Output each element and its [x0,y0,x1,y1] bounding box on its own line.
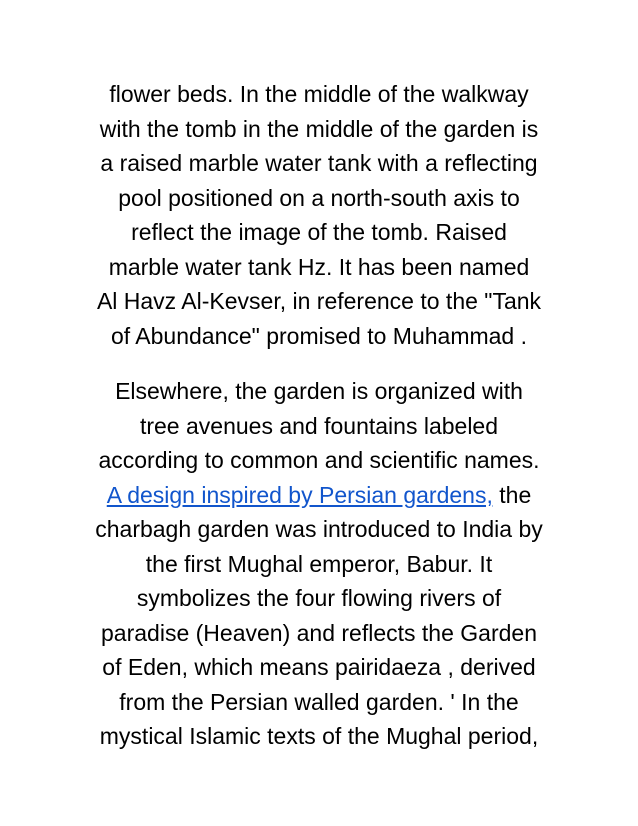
text-line: pool positioned on a north-south axis to [118,184,520,211]
paragraph-2 [50,374,588,754]
text-line: according to common and scientific names. [98,447,540,473]
text-line: marble water tank Hz. It has been named [108,253,530,280]
text-line: reflect the image of the tomb. Raised [131,219,507,245]
text-line: from the Persian walled garden. ' In the [119,688,519,715]
text-line: with the tomb in the middle of the garden is [99,115,539,142]
link-trailing-text: the [492,481,532,508]
text-line: a raised marble water tank with a reflecting [100,150,538,176]
text-line: flower beds. In the middle of the walkway [109,81,529,107]
text-line: symbolizes the four flowing rivers of [136,585,502,611]
persian-gardens-link[interactable]: A design inspired by Persian gardens, [106,481,493,508]
text-line: mystical Islamic texts of the Mughal period, [99,723,539,749]
paragraph-1 [50,77,588,353]
text-line: Al Havz Al-Kevser, in reference to the "Tank [96,288,542,314]
text-line: tree avenues and fountains labeled [139,412,499,439]
text-line-with-link [50,478,588,513]
text-line: Elsewhere, the garden is organized with [115,378,523,404]
text-line: charbagh garden was introduced to India by [95,516,543,542]
text-line: of Abundance" promised to Muhammad . [110,322,527,349]
text-line: paradise (Heaven) and reflects the Garden [101,619,537,646]
text-line: the first Mughal emperor, Babur. It [145,550,493,577]
text-line: of Eden, which means pairidaeza , derived [102,654,536,680]
